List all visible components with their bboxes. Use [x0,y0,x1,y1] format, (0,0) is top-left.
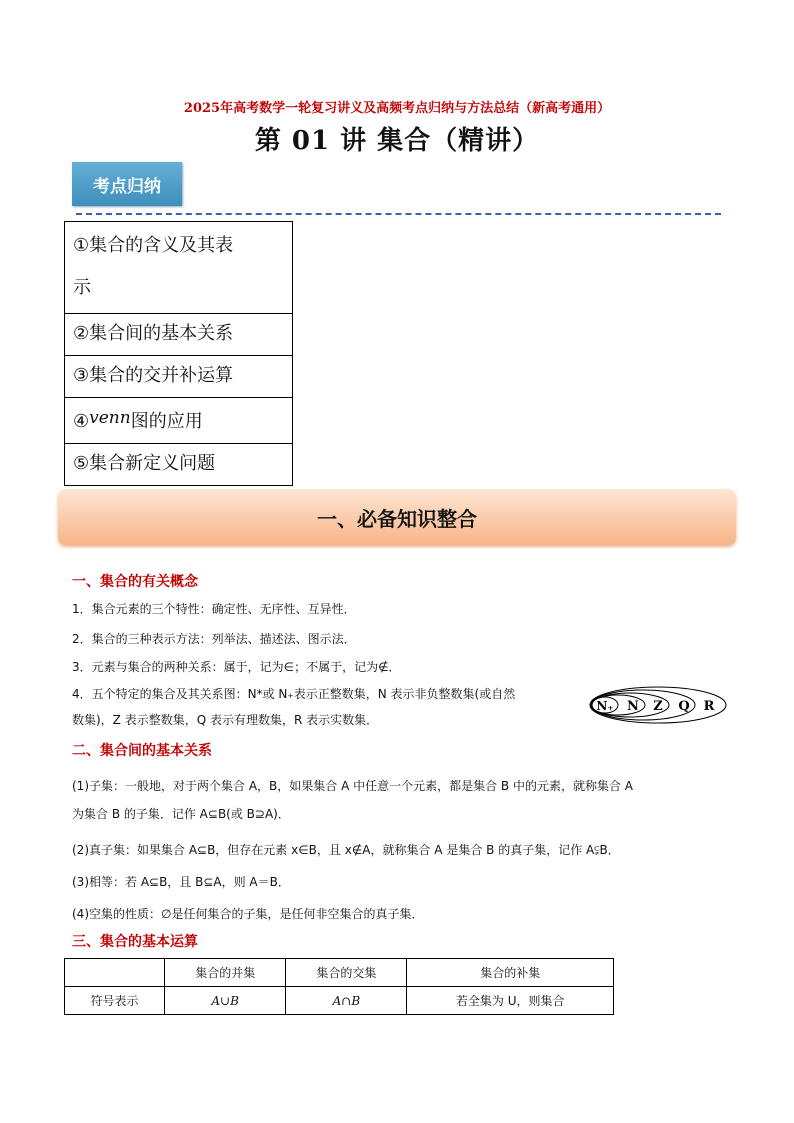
venn-label: R [703,699,715,714]
venn-label: Z [653,699,663,714]
dashed-divider [76,213,721,215]
table-header-cell: 集合的补集 [407,959,614,987]
paragraph: 为集合 B 的子集．记作 A⊆B(或 B⊇A)． [72,807,290,821]
item-number: ② [73,323,90,344]
list-item [65,356,293,398]
list-item [65,222,293,314]
list-item [65,314,293,356]
paragraph: 4．五个特定的集合及其关系图：N*或 N₊表示正整数集，N 表示非负整数集(或自然 [72,687,516,701]
paragraph: (2)真子集：如果集合 A⊆B，但存在元素 x∈B，且 x∉A，就称集合 A 是集合 B 的真子集，记作 A⫋B． [72,843,620,857]
venn-label: Q [678,699,690,714]
section-tag: 考点归纳 [72,162,182,206]
item-number: ④ [73,411,90,432]
venn-label: N [627,699,639,714]
table-header-row [65,959,614,987]
paragraph: 数集)，Z 表示整数集，Q 表示有理数集，R 表示实数集． [72,713,379,727]
topic-list [64,221,293,486]
item-text: 集合的交并补运算 [89,365,234,386]
table-header-cell: 集合的交集 [286,959,407,987]
section-heading-2: 二、集合间的基本关系 [72,743,212,759]
item-number: ③ [73,365,90,386]
paragraph: 1．集合元素的三个特性：确定性、无序性、互异性． [72,602,356,616]
item-italic: venn [89,408,131,428]
table-header-cell: 集合的并集 [165,959,286,987]
item-number: ⑤ [73,453,90,474]
paragraph: (3)相等：若 A⊆B，且 B⊆A，则 A＝B． [72,875,290,889]
table-header-cell [65,959,165,987]
item-text-cont: 示 [73,277,91,298]
table-row [65,987,614,1015]
section-heading-3: 三、集合的基本运算 [72,934,198,950]
table-cell: 若全集为 U，则集合 [407,987,614,1015]
document-title: 第 01 讲 集合（精讲） [254,126,540,156]
venn-nested-sets-diagram [588,685,728,725]
section-heading-1: 一、集合的有关概念 [72,574,198,590]
document-subtitle: 2025年高考数学一轮复习讲义及高频考点归纳与方法总结（新高考通用） [183,101,611,116]
item-number: ① [73,235,90,256]
paragraph: 3．元素与集合的两种关系：属于，记为∈；不属于，记为∉． [72,660,401,674]
list-item [65,398,293,444]
operations-table [64,958,614,1015]
item-text: 集合的含义及其表 [89,235,234,256]
item-text: 集合间的基本关系 [89,323,234,344]
paragraph: (4)空集的性质：∅是任何集合的子集，是任何非空集合的真子集． [72,907,424,921]
paragraph: 2．集合的三种表示方法：列举法、描述法、图示法． [72,632,356,646]
paragraph: (1)子集：一般地，对于两个集合 A，B，如果集合 A 中任意一个元素，都是集合 B 中的元素，就称集合 A [72,779,633,793]
item-text: 集合新定义问题 [89,453,216,474]
table-cell: A∩B [286,987,407,1015]
venn-label: N₊ [596,699,614,713]
table-cell: 符号表示 [65,987,165,1015]
item-text: 图的应用 [130,411,203,432]
section-banner: 一、必备知识整合 [58,489,736,545]
list-item [65,444,293,486]
table-cell: A∪B [165,987,286,1015]
